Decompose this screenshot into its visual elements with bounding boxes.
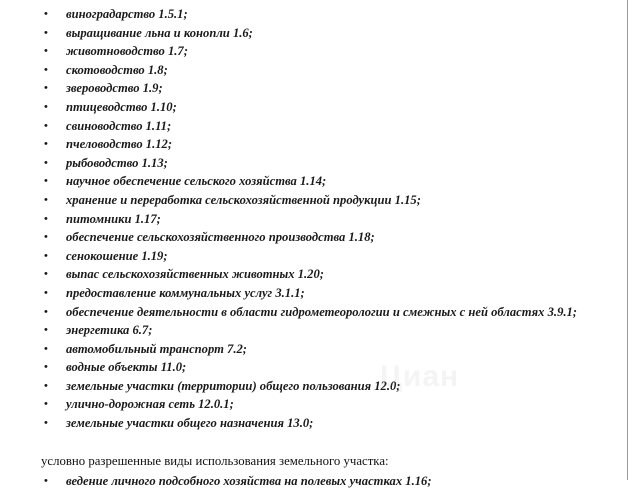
list-item <box>0 247 627 266</box>
list-item-text: свиноводство 1.11; <box>66 118 172 133</box>
list-item <box>0 79 627 98</box>
bullet-icon: • <box>44 82 48 95</box>
list-item-text: пчеловодство 1.12; <box>66 137 173 152</box>
list-item <box>0 154 627 173</box>
list-item-text: ведение личного подсобного хозяйства на полевых участках 1.16; <box>66 474 432 488</box>
bullet-icon: • <box>44 231 48 244</box>
list-item <box>0 5 627 24</box>
list-item-text: хранение и переработка сельскохозяйственной продукции 1.15; <box>66 192 421 207</box>
bullet-icon: • <box>44 379 48 392</box>
list-item <box>0 358 627 377</box>
list-item-text: энергетика 6.7; <box>66 323 153 338</box>
list-item-text: сенокошение 1.19; <box>66 248 168 263</box>
bullet-icon: • <box>44 193 48 206</box>
list-item <box>0 303 627 322</box>
list-item-text: питомники 1.17; <box>66 211 161 226</box>
list-item <box>0 340 627 359</box>
list-item-text: выпас сельскохозяйственных животных 1.20; <box>66 267 324 282</box>
list-item-text: земельные участки общего назначения 13.0; <box>66 416 314 431</box>
list-item <box>0 210 627 229</box>
list-item <box>0 98 627 117</box>
bullet-icon: • <box>44 119 48 132</box>
list-item <box>0 414 627 433</box>
list-item <box>0 228 627 247</box>
list-item <box>0 61 627 80</box>
list-item-text: научное обеспечение сельского хозяйства 1.14; <box>66 174 327 189</box>
list-item-text: водные объекты 11.0; <box>66 360 187 375</box>
list-item <box>0 117 627 136</box>
bullet-icon: • <box>44 305 48 318</box>
bullet-icon: • <box>44 175 48 188</box>
list-item-text: земельные участки (территории) общего пользования 12.0; <box>66 378 401 393</box>
list-item-text: обеспечение деятельности в области гидрометеорологии и смежных с ней областях 3.9.1; <box>66 304 577 319</box>
bullet-icon: • <box>44 138 48 151</box>
bullet-icon: • <box>44 100 48 113</box>
bullet-icon: • <box>44 45 48 58</box>
list-item <box>0 265 627 284</box>
bullet-icon: • <box>44 286 48 299</box>
bullet-icon: • <box>44 8 48 20</box>
list-item-text: предоставление коммунальных услуг 3.1.1; <box>66 285 305 300</box>
list-item-text: птицеводство 1.10; <box>66 99 177 114</box>
permitted-use-list <box>0 5 627 433</box>
list-item <box>0 321 627 340</box>
list-item-text: выращивание льна и конопли 1.6; <box>66 25 253 40</box>
bullet-icon: • <box>44 324 48 337</box>
list-item <box>0 395 627 414</box>
list-item-text: рыбоводство 1.13; <box>66 155 168 170</box>
list-item-text: звероводство 1.9; <box>66 81 163 96</box>
bullet-icon: • <box>44 63 48 76</box>
list-item-text: обеспечение сельскохозяйственного производства 1.18; <box>66 230 375 245</box>
bullet-icon: • <box>44 342 48 355</box>
bullet-icon: • <box>44 268 48 281</box>
list-item-text: улично-дорожная сеть 12.0.1; <box>66 397 234 412</box>
list-item-text: автомобильный транспорт 7.2; <box>66 341 247 356</box>
section-heading: условно разрешенные виды использования земельного участка: <box>41 454 389 468</box>
bullet-icon: • <box>44 249 48 262</box>
bullet-icon: • <box>44 475 48 487</box>
list-item-text: виноградарство 1.5.1; <box>66 7 188 21</box>
list-item <box>0 172 627 191</box>
bullet-icon: • <box>44 156 48 169</box>
list-item <box>0 42 627 61</box>
bullet-icon: • <box>44 26 48 39</box>
list-item <box>0 377 627 396</box>
bullet-icon: • <box>44 361 48 374</box>
list-item <box>0 24 627 43</box>
list-item-text: животноводство 1.7; <box>66 44 188 59</box>
list-item-text: скотоводство 1.8; <box>66 62 168 77</box>
watermark-logo: Циан <box>380 360 460 393</box>
bullet-icon: • <box>44 417 48 430</box>
list-item <box>0 135 627 154</box>
bullet-icon: • <box>44 212 48 225</box>
bullet-icon: • <box>44 398 48 411</box>
list-item <box>0 191 627 210</box>
list-item <box>0 284 627 303</box>
